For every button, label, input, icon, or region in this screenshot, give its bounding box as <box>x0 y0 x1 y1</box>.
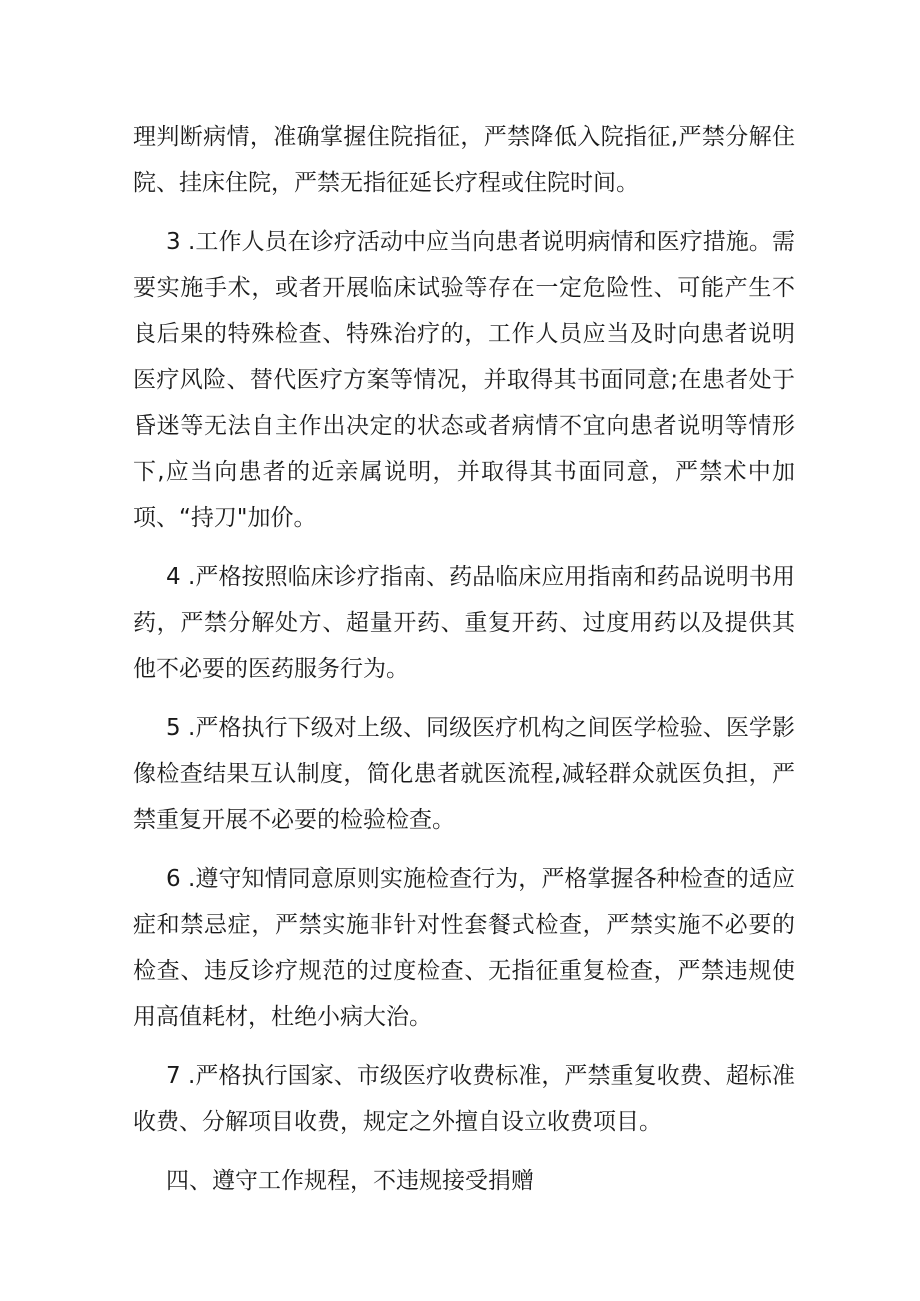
paragraph-continuation: 理判断病情，准确掌握住院指征，严禁降低入院指征,严禁分解住院、挂床住院，严禁无指征延长疗程或住院时间。 <box>133 124 795 196</box>
paragraph-item-3: 3 .工作人员在诊疗活动中应当向患者说明病情和医疗措施。需要实施手术，或者开展临床试验等存在一定危险性、可能产生不良后果的特殊检查、特殊治疗的，工作人员应当及时向患者说明医疗风险、替代医疗方案等情况，并取得其书面同意;在患者处于昏迷等无法自主作出决定的状态或者病情不宜向患者说明等情形下,应当向患者的近亲属说明，并取得其书面同意，严禁术中加项、“持刀"加价。 <box>133 229 795 531</box>
section-heading-4: 四、遵守工作规程，不违规接受捐赠 <box>166 1168 534 1194</box>
paragraph-item-5: 5 .严格执行下级对上级、同级医疗机构之间医学检验、医学影像检查结果互认制度，简化患者就医流程,减轻群众就医负担，严禁重复开展不必要的检验检查。 <box>133 715 795 833</box>
paragraph-item-7: 7 .严格执行国家、市级医疗收费标准，严禁重复收费、超标准收费、分解项目收费，规定之外擅自设立收费项目。 <box>133 1063 795 1135</box>
paragraph-item-4: 4 .严格按照临床诊疗指南、药品临床应用指南和药品说明书用药，严禁分解处方、超量开药、重复开药、过度用药以及提供其他不必要的医药服务行为。 <box>133 564 795 682</box>
paragraph-item-6: 6 .遵守知情同意原则实施检查行为，严格掌握各种检查的适应症和禁忌症，严禁实施非针对性套餐式检查，严禁实施不必要的检查、违反诊疗规范的过度检查、无指征重复检查，严禁违规使用高值耗材，杜绝小病大治。 <box>133 866 795 1030</box>
document-body <box>133 114 795 1217</box>
